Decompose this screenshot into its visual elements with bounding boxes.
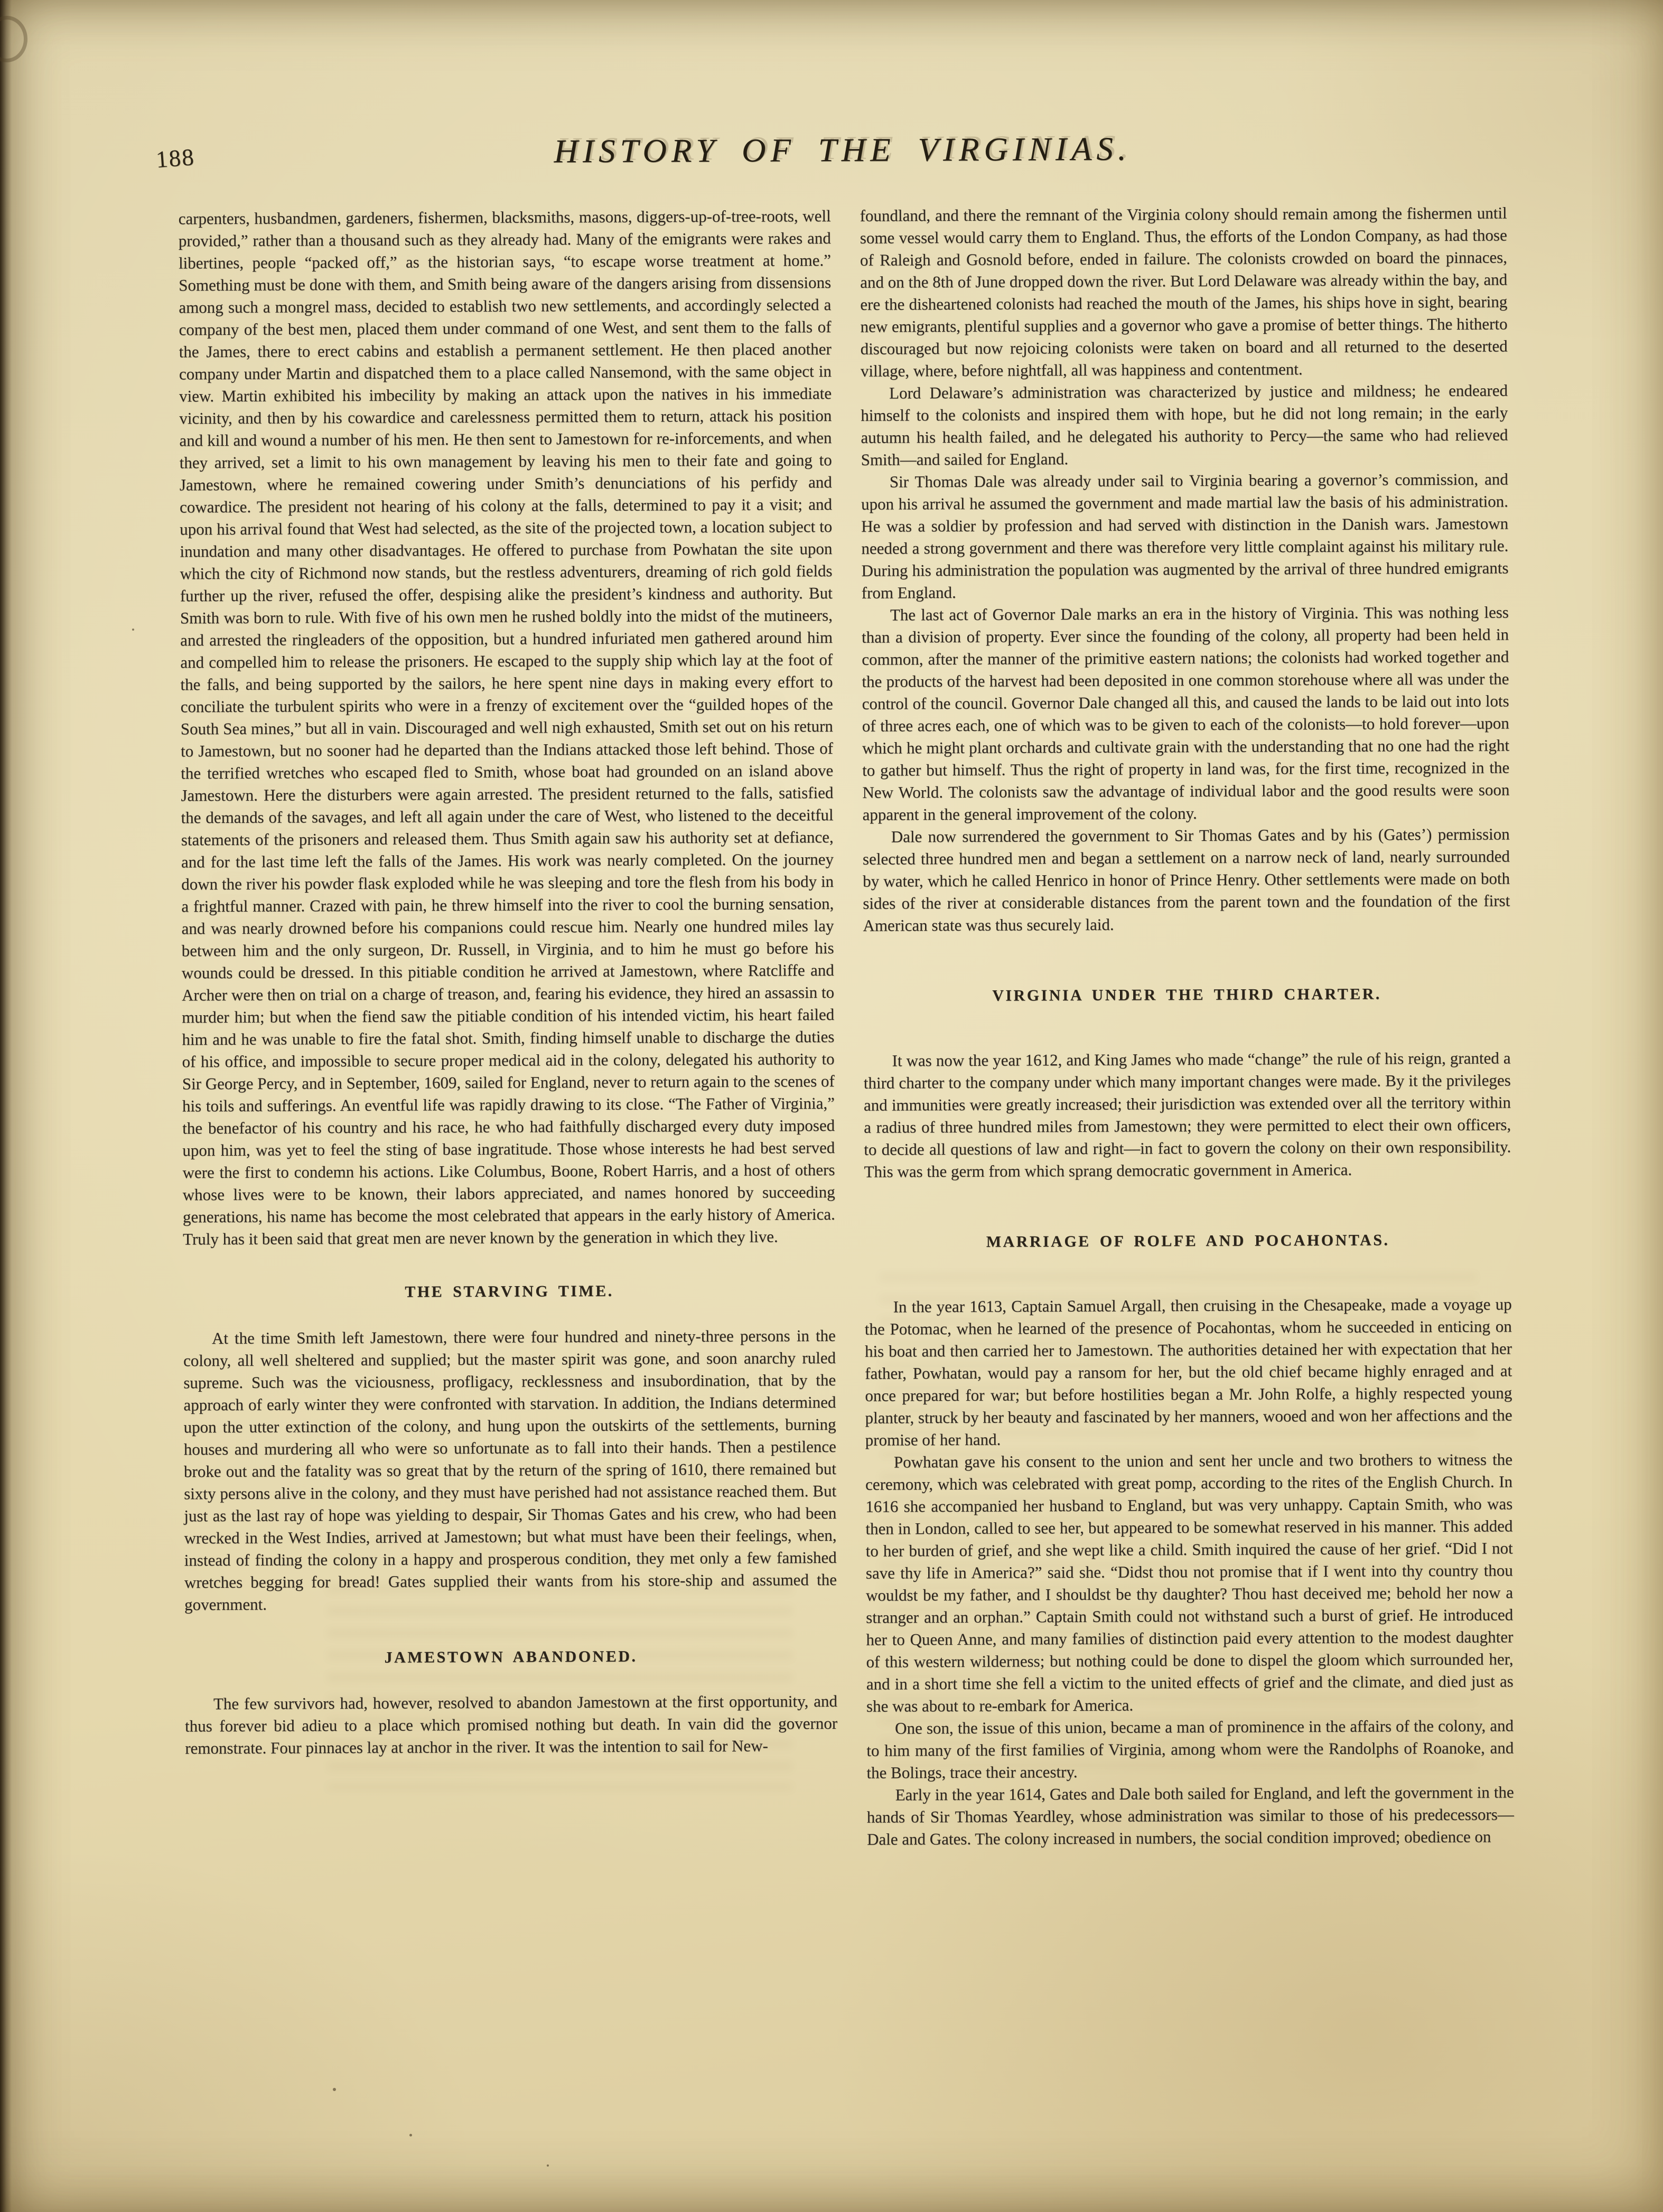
paragraph: At the time Smith left Jamestown, there were four hundred and ninety-three persons in the colony, all well sheltered and supplied; but the master spirit was gone, and soon anarchy ruled supreme. Such was the viciousness, profligacy, recklessness and insubordination, that by the approach of early winter they were confronted with starvation. In addition, the Indians determined upon the utter extinction of the colony, and hung upon the outskirts of the settlements, burning houses and murdering all who were so unfortunate as to fall into their hands. Then a pestilence broke out and the fatality was so great that by the return of the spring of 1610, there remained but sixty persons alive in the colony, and they must have perished had not assistance reached them. But just as the last ray of hope was yielding to despair, Sir Thomas Gates and his crew, who had been wrecked in the West Indies, arrived at Jamestown; but what must have been their feelings, when, instead of finding the colony in a happy and prosperous condition, they met only a few famished wretches begging for bread! Gates supplied their wants from his store-ship and assumed the government.	[183, 1326, 837, 1614]
paragraph: Dale now surrendered the government to Sir Thomas Gates and by his (Gates’) permission selected three hundred men and began a settlement on a narrow neck of land, nearly surrounded by water, which he called Henrico in honor of Prince Henry. Other settlements were made on both sides of the river at considerable distances from the parent town and the foundation of the first American state was thus securely laid.	[862, 824, 1510, 935]
text-columns	[179, 202, 1515, 1853]
paragraph: Lord Delaware’s administration was characterized by justice and mildness; he endeared himself to the colonists and inspired them with hope, but he did not long remain; in the early autumn his health failed, and he delegated his authority to Percy—the same who had relieved Smith—and sailed for England.	[861, 381, 1508, 469]
paragraph: The few survivors had, however, resolved to abandon Jamestown at the first opportunity, and thus forever bid adieu to a place which promised nothing but death. In vain did the governor remonstrate. Four pinnaces lay at anchor in the river. It was the intention to sail for New-	[185, 1691, 838, 1758]
section-heading-marriage-of-rolfe-and-pocahontas: MARRIAGE OF ROLFE AND POCAHONTAS.	[986, 1231, 1390, 1251]
paragraph: In the year 1613, Captain Samuel Argall, then cruising in the Chesapeake, made a voyage up the Potomac, when he learned of the presence of Pocahontas, whom he succeeded in enticing on his boat and then carried her to Jamestown. The authorities detained her with expectation that her father, Powhatan, would pay a ransom for her, but the old chief became highly enraged and at once prepared for war; but before hostilities began a Mr. John Rolfe, a highly respected young planter, struck by her beauty and fascinated by her manners, wooed and won her affections and the promise of her hand.	[864, 1295, 1512, 1449]
paragraph: It was now the year 1612, and King James who made “change” the rule of his reign, granted a third charter to the company under which many important changes were made. By it the privileges and immunities were greatly increased; their jurisdiction was extended over all the territory within a radius of three hundred miles from Jamestown; they were permitted to elect their own officers, to decide all questions of law and right—in fact to govern the colony on their own responsibility. This was the germ from which sprang democratic government in America.	[863, 1048, 1511, 1181]
paragraph: Powhatan gave his consent to the union and sent her uncle and two brothers to witness the ceremony, which was celebrated with great pomp, according to the rites of the English Church. In 1616 she accompanied her husband to England, but was very unhappy. Captain Smith, who was then in London, called to see her, but appeared to be somewhat reserved in his manner. This added to her burden of grief, and she wept like a child. Smith inquired the cause of her grief. “Did I not save thy life in America?” said she. “Didst thou not promise that if I went into thy country thou wouldst be my father, and I shouldst be thy daughter? Thou hast deceived me; behold her now a stranger and an orphan.” Captain Smith could not withstand such a burst of grief. He introduced her to Queen Anne, and many families of distinction paid every attention to the modest daughter of this western wilderness; but nothing could be done to dispel the gloom which surrounded her, and in a short time she fell a victim to the united effects of grief and the climate, and died just as she was about to re-embark for America.	[865, 1450, 1513, 1716]
section-heading-the-starving-time: THE STARVING TIME.	[405, 1282, 614, 1301]
right-column	[860, 202, 1515, 1850]
section-heading-virginia-under-the-third-charter: VIRGINIA UNDER THE THIRD CHARTER.	[992, 985, 1381, 1005]
paragraph: foundland, and there the remnant of the Virginia colony should remain among the fishermen until some vessel would carry them to England. Thus, the efforts of the London Company, as had those of Raleigh and Gosnold before, ended in failure. The colonists crowded on board the pinnaces, and on the 8th of June dropped down the river. But Lord Delaware was already within the bay, and ere the disheartened colonists had reached the mouth of the James, his ships hove in sight, bearing new emigrants, plentiful supplies and a governor who gave a promise of better things. The hitherto discouraged but now rejoicing colonists were taken on board and all returned to the deserted village, where, before nightfall, all was happiness and contentment.	[859, 203, 1508, 380]
running-title: HISTORY OF THE VIRGINIAS.	[554, 130, 1131, 170]
left-column	[179, 205, 838, 1759]
page-number: 188	[155, 143, 196, 173]
paragraph: The last act of Governor Dale marks an era in the history of Virginia. This was nothing less than a division of property. Ever since the founding of the colony, all property had been held in common, after the manner of the primitive eastern nations; the colonists had worked together and the products of the harvest had been deposited in one common storehouse where all was under the control of the council. Governor Dale changed all this, and caused the lands to be laid out into lots of three acres each, one of which was to be given to each of the colonists—to hold forever—upon which he might plant orchards and cultivate grain with the understanding that no one had the right to gather but himself. Thus the right of property in land was, for the first time, recognized in the New World. The colonists saw the advantage of individual labor and the good results were soon apparent in the general improvement of the colony.	[862, 603, 1510, 824]
paragraph: One son, the issue of this union, became a man of prominence in the affairs of the colony, and to him many of the first families of Virginia, among whom were the Randolphs of Roanoke, and the Bolings, trace their ancestry.	[866, 1716, 1514, 1782]
paragraph: Early in the year 1614, Gates and Dale both sailed for England, and left the government in the hands of Sir Thomas Yeardley, whose administration was similar to those of his predecessors—Dale and Gates. The colony increased in numbers, the social condition improved; obedience on	[866, 1783, 1514, 1849]
section-heading-jamestown-abandoned: JAMESTOWN ABANDONED.	[384, 1647, 638, 1666]
paragraph: Sir Thomas Dale was already under sail to Virginia bearing a governor’s commission, and upon his arrival he assumed the government and made martial law the basis of his administration. He was a soldier by profession and had served with distinction in the Danish wars. Jamestown needed a strong government and there was therefore very little complaint against his military rule. During his administration the population was augmented by the arrival of three hundred emigrants from England.	[861, 470, 1509, 602]
paragraph: carpenters, husbandmen, gardeners, fishermen, blacksmiths, masons, diggers-up-of-tree-roots, well provided,” rather than a thousand such as they already had. Many of the emigrants were rakes and libertines, people “packed off,” as the historian says, “to escape worse treatment at home.” Something must be done with them, and Smith being aware of the dangers arising from dissensions among such a mongrel mass, decided to establish two new settlements, and accordingly selected a company of the best men, placed them under command of one West, and sent them to the falls of the James, there to erect cabins and establish a permanent settlement. He then placed another company under Martin and dispatched them to a place called Nansemond, with the same object in view. Martin exhibited his imbecility by making an attack upon the natives in his immediate vicinity, and then by his cowardice and carelessness permitted them to return, attack his position and kill and wound a number of his men. He then sent to Jamestown for re-inforcements, and when they arrived, set a limit to his own management by leaving his men to their fate and going to Jamestown, where he remained cowering under Smith’s denunciations of his perfidy and cowardice. The president not hearing of his colony at the falls, determined to pay it a visit; and upon his arrival found that West had selected, as the site of the projected town, a location subject to inundation and many other disadvantages. He offered to purchase from Powhatan the site upon which the city of Richmond now stands, but the restless adventurers, dreaming of rich gold fields further up the river, refused the offer, despising alike the president’s kindness and authority. But Smith was born to rule. With five of his own men he rushed boldly into the midst of the mutineers, and arrested the ringleaders of the opposition, but a hundred infuriated men gathered around him and compelled him to release the prisoners. He escaped to the supply ship which lay at the foot of the falls, and being supported by the sailors, he here spent nine days in making every effort to conciliate the turbulent spirits who were in a frenzy of excitement over the “guilded hopes of the South Sea mines,” but all in vain. Discouraged and well nigh exhausted, Smith set out on his return to Jamestown, but no sooner had he departed than the Indians attacked those left behind. Those of the terrified wretches who escaped fled to Smith, whose boat had grounded on an island above Jamestown. Here the disturbers were again arrested. The president returned to the falls, satisfied the demands of the savages, and left all again under the care of West, who listened to the deceitful statements of the prisoners and released them. Thus Smith again saw his authority set at defiance, and for the last time left the falls of the James. His work was nearly completed. On the journey down the river his powder flask exploded while he was sleeping and tore the flesh from his body in a frightful manner. Crazed with pain, he threw himself into the river to cool the burning sensation, and was nearly drowned before his companions could rescue him. Nearly one hundred miles lay between him and the only surgeon, Dr. Russell, in Virginia, and to him he must go before his wounds could be dressed. In this pitiable condition he arrived at Jamestown, where Ratcliffe and Archer were then on trial on a charge of treason, and, fearing his evidence, they hired an assassin to murder him; but when the fiend saw the pitiable condition of his intended victim, his heart failed him and he was unable to fire the fatal shot. Smith, finding himself unable to discharge the duties of his office, and impossible to secure proper medical aid in the colony, delegated his authority to Sir George Percy, and in September, 1609, sailed for England, never to return again to the scenes of his toils and sufferings. An eventful life was rapidly drawing to its close. “The Father of Virginia,” the benefactor of his country and his race, he who had faithfully discharged every duty imposed upon him, was yet to feel the sting of base ingratitude. Those whose interests he had best served were the first to condemn his actions. Like Columbus, Boone, Robert Harris, and a host of others whose lives were to be known, their labors appreciated, and names honored by succeeding generations, his name has become the most celebrated that appears in the early history of America. Truly has it been said that great men are never known by the generation in which they live.	[178, 206, 835, 1249]
